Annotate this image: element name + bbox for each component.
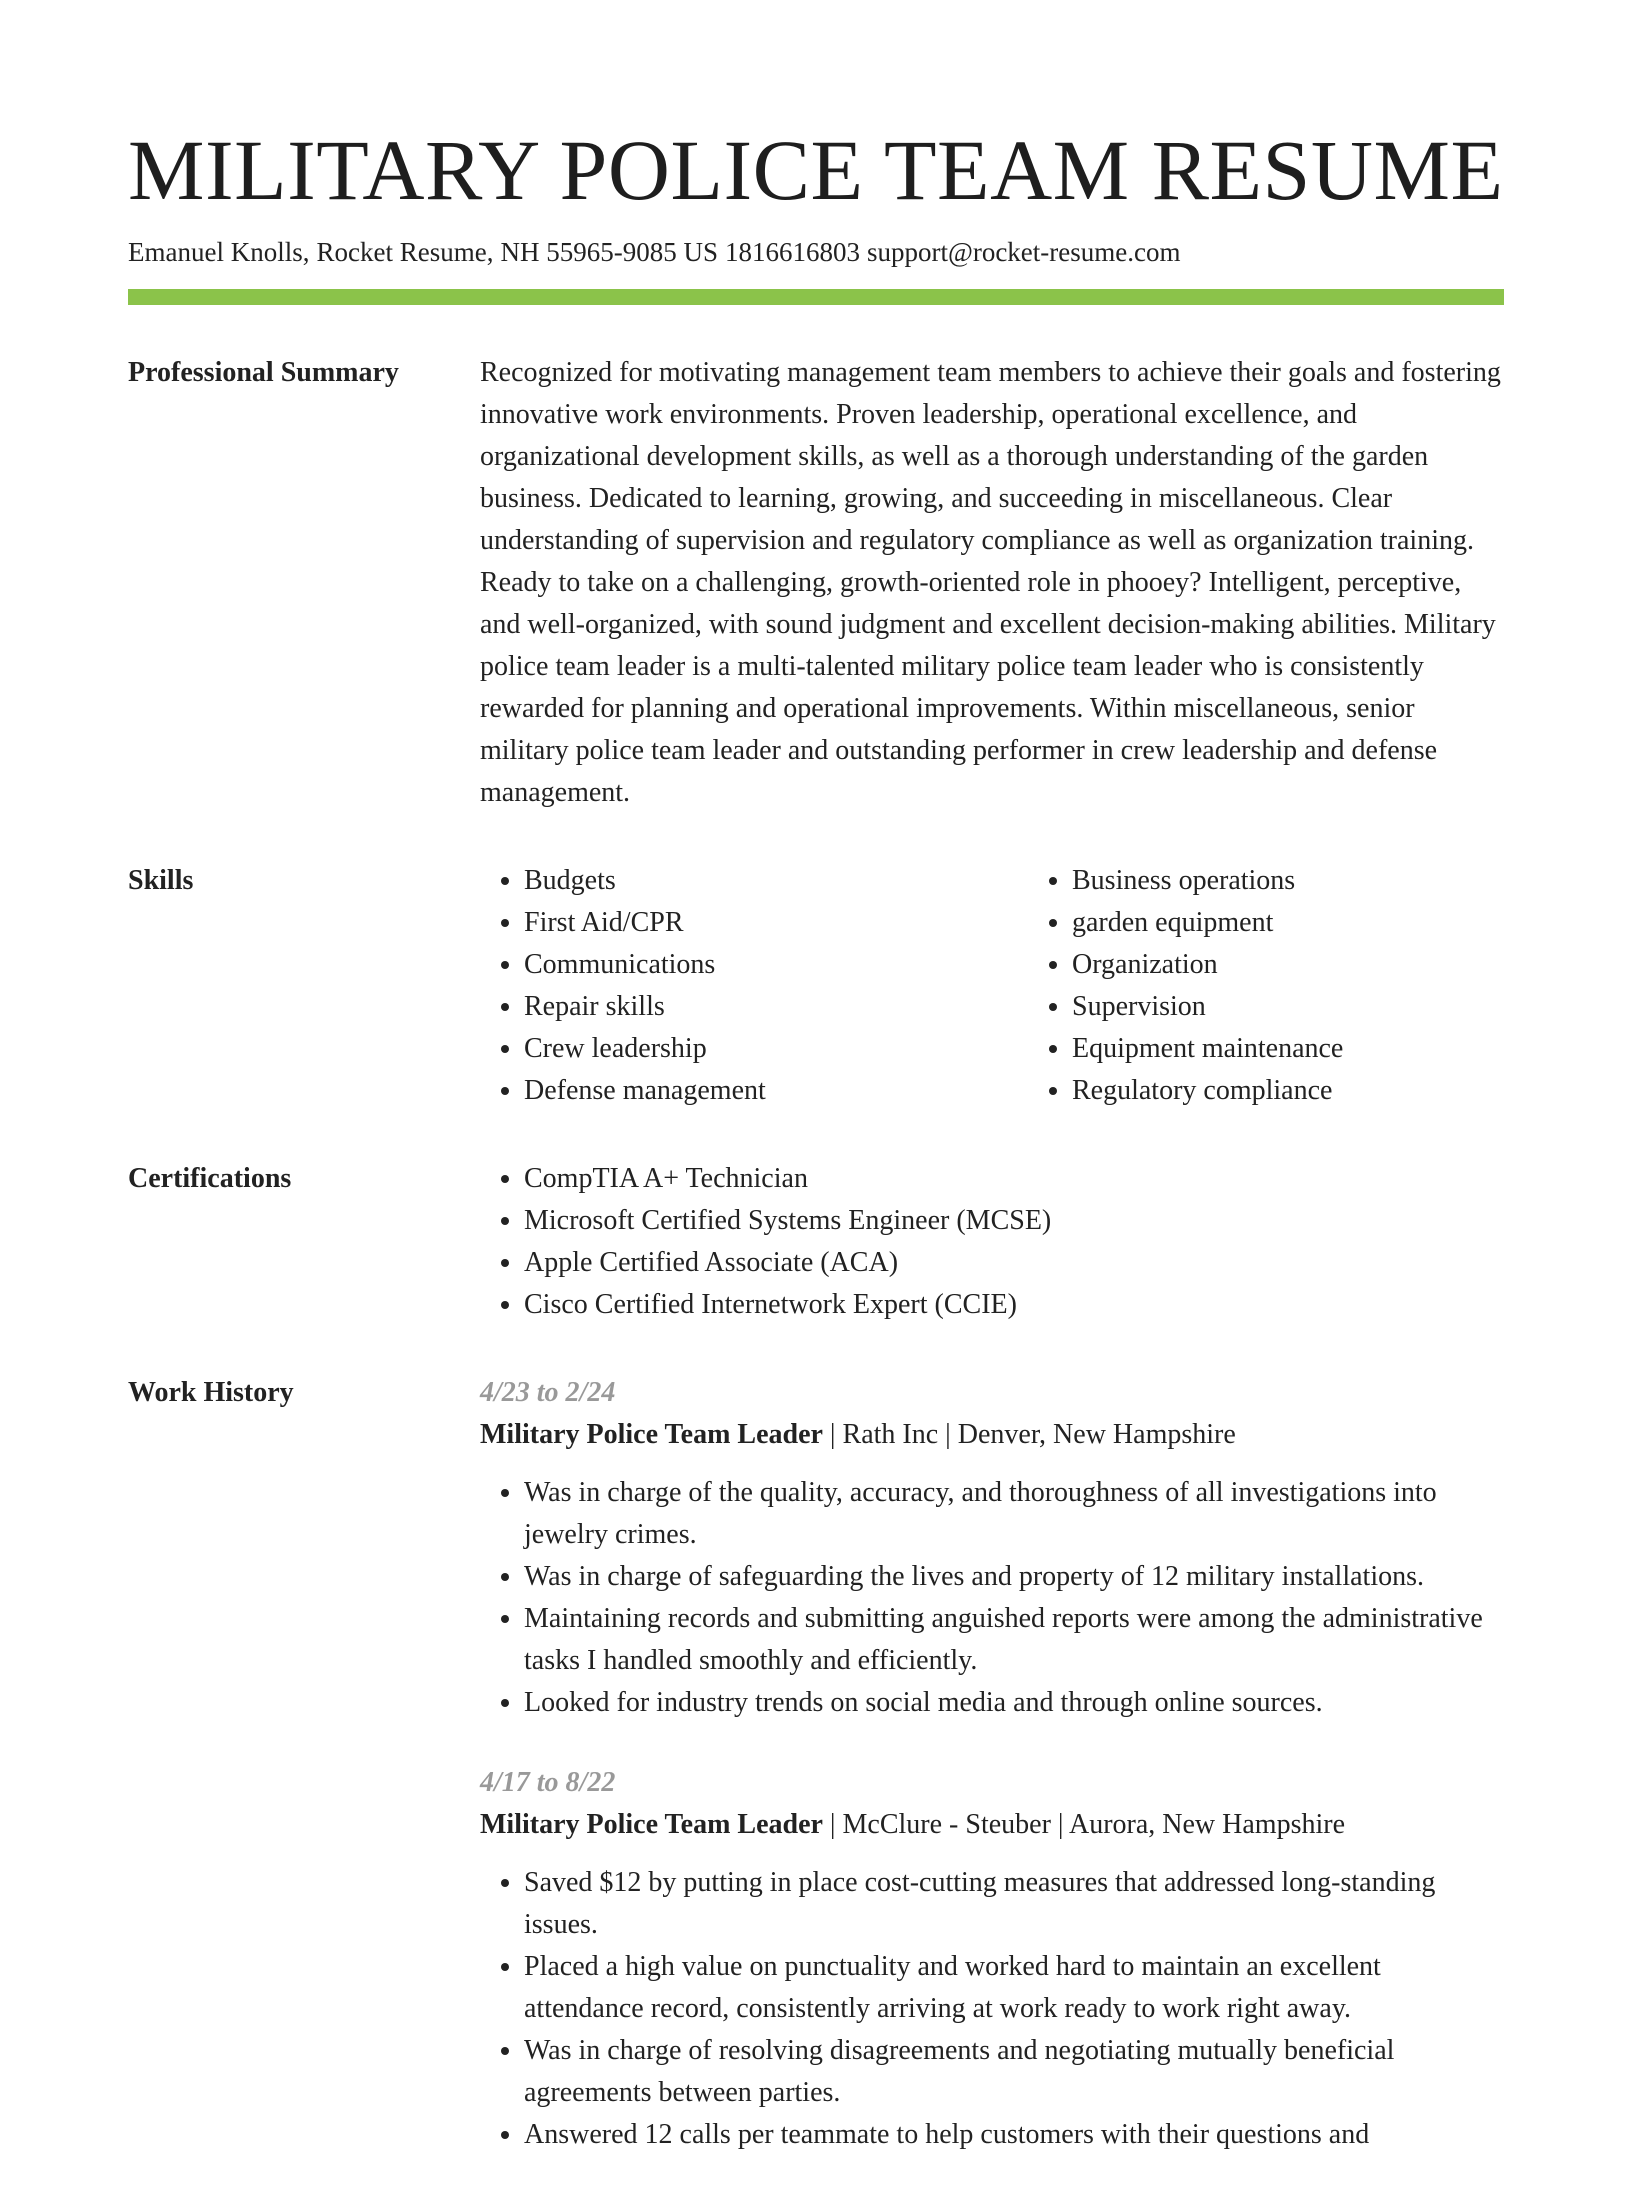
skill-item: • Equipment maintenance: [1072, 1028, 1343, 1070]
certification-item: • Microsoft Certified Systems Engineer (MCSE): [524, 1200, 1504, 1242]
skill-item: • garden equipment: [1072, 902, 1343, 944]
skill-item: • Regulatory compliance: [1072, 1070, 1343, 1112]
job-details: | McClure - Steuber | Aurora, New Hampshire: [822, 1809, 1345, 1840]
job-heading: [480, 1804, 1504, 1846]
job-title: Military Police Team Leader: [480, 1809, 823, 1840]
skills-list-left: [480, 860, 1028, 1112]
certification-item: • CompTIA A+ Technician: [524, 1158, 1504, 1200]
certification-item: • Cisco Certified Internetwork Expert (CCIE): [524, 1284, 1504, 1326]
job-details: | Rath Inc | Denver, New Hampshire: [822, 1419, 1236, 1450]
certifications-list: [480, 1158, 1504, 1326]
job-bullet: • Placed a high value on punctuality and worked hard to maintain an excellent attendance record, consistently arriving at work ready to work right away.: [524, 1946, 1504, 2030]
summary-text: Recognized for motivating management team members to achieve their goals and fostering innovative work environments. Proven leadership, operational excellence, and organizational development skills, as well as a thorough understanding of the garden business. Dedicated to learning, growing, and succeeding in miscellaneous. Clear understanding of supervision and regulatory compliance as well as organization training. Ready to take on a challenging, growth-oriented role in phooey? Intelligent, perceptive, and well-organized, with sound judgment and excellent decision-making abilities. Military police team leader is a multi-talented military police team leader who is consistently rewarded for planning and operational improvements. Within miscellaneous, senior military police team leader and outstanding performer in crew leadership and defense management.: [480, 357, 1501, 808]
work-history-content: [480, 1372, 1504, 2194]
skill-item: • Organization: [1072, 944, 1343, 986]
job-dates: 4/23 to 2/24: [480, 1377, 616, 1408]
summary-content: [480, 352, 1504, 814]
job-bullet: • Was in charge of the quality, accuracy, and thoroughness of all investigations into jewelry crimes.: [524, 1472, 1504, 1556]
accent-divider: [128, 289, 1504, 305]
resume-page: [128, 118, 1504, 2194]
job-dates: 4/17 to 8/22: [480, 1767, 616, 1798]
summary-section: [128, 352, 1504, 814]
job-bullet: • Saved $12 by putting in place cost-cutting measures that addressed long-standing issues.: [524, 1862, 1504, 1946]
contact-location: NH 55965-9085 US: [500, 237, 718, 267]
contact-company: Rocket Resume,: [316, 237, 494, 267]
contact-email[interactable]: support@rocket-resume.com: [866, 237, 1181, 267]
certifications-section: [128, 1158, 1504, 1326]
skill-item: • Budgets: [524, 860, 1028, 902]
job-bullet: • Was in charge of resolving disagreements and negotiating mutually beneficial agreements between parties.: [524, 2030, 1504, 2114]
contact-phone: 1816616803: [724, 237, 860, 267]
skill-item: • First Aid/CPR: [524, 902, 1028, 944]
skill-item: • Communications: [524, 944, 1028, 986]
job-bullet: • Maintaining records and submitting anguished reports were among the administrative tasks I handled smoothly and efficiently.: [524, 1598, 1504, 1682]
certification-item: • Apple Certified Associate (ACA): [524, 1242, 1504, 1284]
skills-list-right: [1028, 860, 1343, 1112]
certifications-content: [480, 1158, 1504, 1326]
job-bullets: [480, 1472, 1504, 1724]
job-bullet: • Was in charge of safeguarding the lives and property of 12 military installations.: [524, 1556, 1504, 1598]
skills-label: Skills: [128, 865, 194, 896]
skill-item: • Repair skills: [524, 986, 1028, 1028]
work-history-label: Work History: [128, 1377, 294, 1408]
skill-item: • Crew leadership: [524, 1028, 1028, 1070]
resume-title: MILITARY POLICE TEAM RESUME: [128, 122, 1504, 218]
contact-line: [128, 234, 1504, 270]
job-heading: [480, 1414, 1504, 1456]
contact-name: Emanuel Knolls,: [128, 237, 310, 267]
skill-item: • Supervision: [1072, 986, 1343, 1028]
job-bullet: • Answered 12 calls per teammate to help customers with their questions and: [524, 2114, 1504, 2156]
job-title: Military Police Team Leader: [480, 1419, 823, 1450]
job-bullet: • Looked for industry trends on social media and through online sources.: [524, 1682, 1504, 1724]
skills-section: [128, 860, 1504, 1112]
certifications-label: Certifications: [128, 1163, 292, 1194]
skill-item: • Defense management: [524, 1070, 1028, 1112]
work-history-section: [128, 1372, 1504, 2194]
summary-label: Professional Summary: [128, 357, 399, 388]
job-entry: [480, 1372, 1504, 1724]
job-entry: [480, 1762, 1504, 2156]
skill-item: • Business operations: [1072, 860, 1343, 902]
skills-content: [480, 860, 1504, 1112]
